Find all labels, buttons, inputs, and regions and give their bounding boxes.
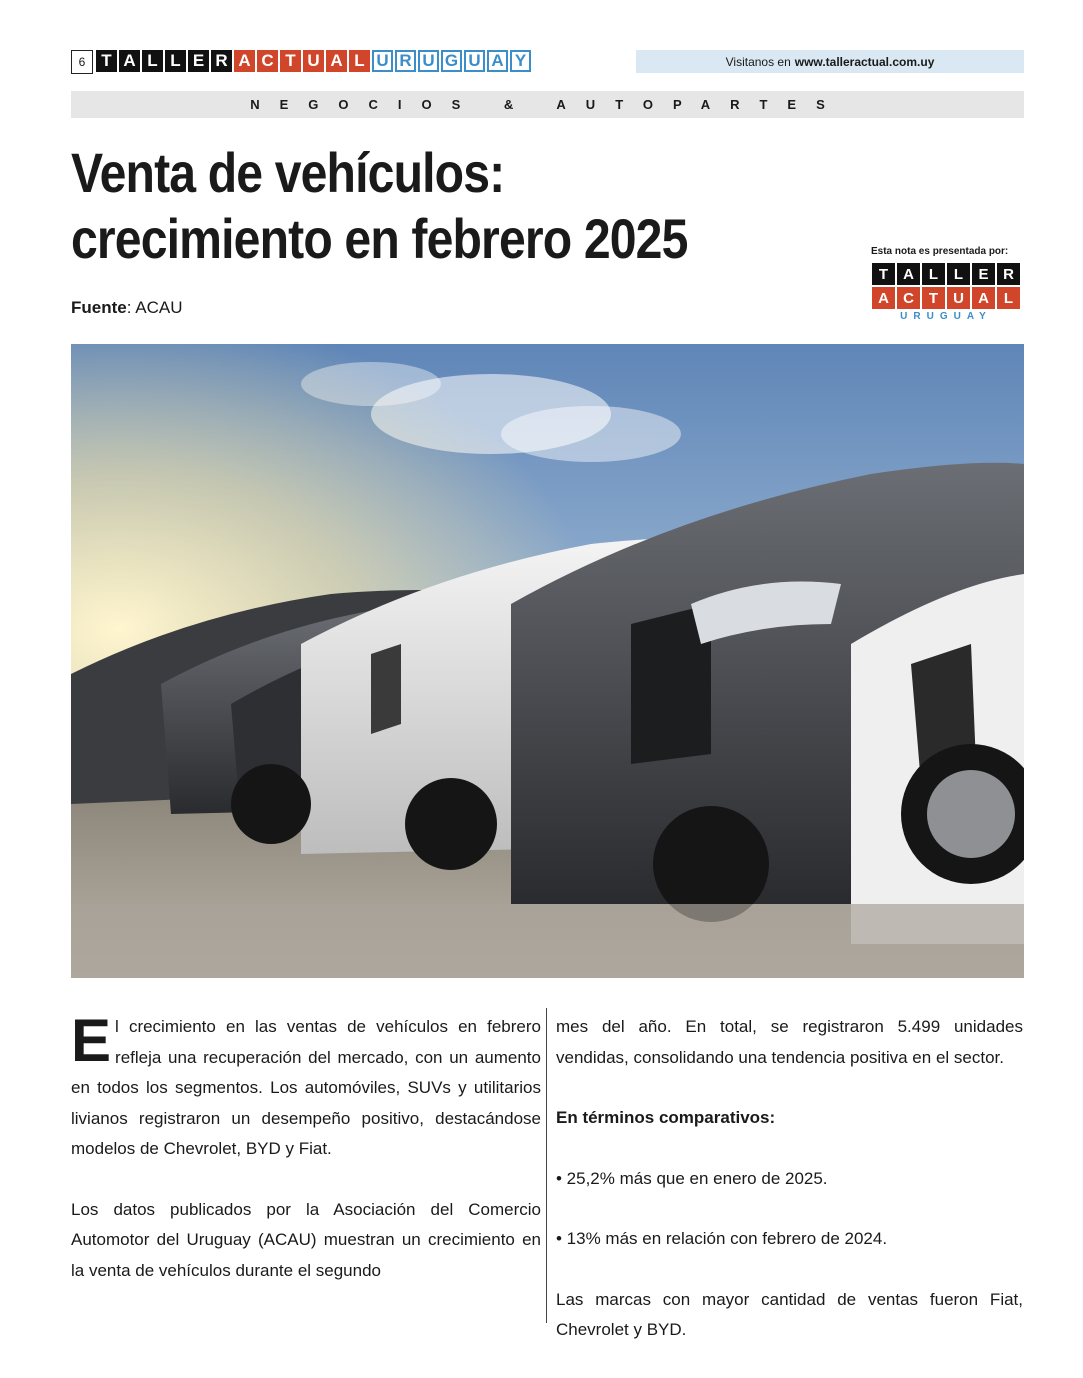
paragraph: mes del año. En total, se registraron 5.499 unidades vendidas, consolidando una tendencia positiva en el sector. [556, 1017, 1023, 1067]
logo-letter: U [947, 287, 970, 309]
bullet-item: • 25,2% más que en enero de 2025. [556, 1168, 828, 1188]
logo-letter: A [872, 287, 895, 309]
logo-uruguay: URUGUAY [900, 311, 992, 322]
sponsor-logo [872, 263, 1020, 322]
logo-letter: C [897, 287, 920, 309]
logo-letter: T [922, 287, 945, 309]
masthead-letter: T [280, 50, 301, 72]
masthead-letter: L [165, 50, 186, 72]
masthead-letter: E [188, 50, 209, 72]
section-label: NEGOCIOS & AUTOPARTES [71, 91, 1024, 118]
masthead-letter: R [211, 50, 232, 72]
masthead-letter: L [142, 50, 163, 72]
masthead-letter: Y [510, 50, 531, 72]
article-title [71, 140, 725, 272]
masthead-letter: U [418, 50, 439, 72]
bullet-item: • 13% más en relación con febrero de 2024. [556, 1229, 888, 1248]
paragraph: Los datos publicados por la Asociación del Comercio Automotor del Uruguay (ACAU) muestran un crecimiento en la venta de vehículos durante el segundo [71, 1199, 541, 1280]
paragraph-text: l crecimiento en las ventas de vehículos en febrero refleja una recuperación del mercado, con un aumento en todos los segmentos. Los automóviles, SUVs y utilitarios livianos registraron un desempeño positivo, destacándose modelos de Chevrolet, BYD y Fiat. [71, 1017, 541, 1158]
website-link[interactable]: www.talleractual.com.uy [794, 54, 935, 69]
column-divider [546, 1008, 547, 1323]
paragraph: Las marcas con mayor cantidad de ventas fueron Fiat, Chevrolet y BYD. [556, 1289, 1023, 1339]
masthead-letter: A [487, 50, 508, 72]
logo-letter: R [997, 263, 1020, 285]
logo-letter: A [972, 287, 995, 309]
masthead-letter: A [234, 50, 255, 72]
column-left [71, 1007, 541, 1316]
website-banner [636, 50, 1024, 73]
masthead-letter: A [326, 50, 347, 72]
logo-letter: L [947, 263, 970, 285]
visit-prefix: Visitanos en [725, 54, 791, 69]
logo-letter: L [997, 287, 1020, 309]
comparative-heading: En términos comparativos: [556, 1108, 776, 1127]
masthead-letter: U [372, 50, 393, 72]
p2-full-hidden [0, 0, 1, 1]
source-value: : ACAU [126, 298, 183, 317]
logo-letter: T [872, 263, 895, 285]
masthead-letter: T [96, 50, 117, 72]
masthead-letter: L [349, 50, 370, 72]
masthead-letter: U [464, 50, 485, 72]
logo-letter: E [972, 263, 995, 285]
drop-cap: E [71, 1007, 112, 1074]
paragraph [71, 1007, 541, 1165]
hero-photo-parked-cars [71, 344, 1024, 978]
masthead-letter: G [441, 50, 462, 72]
masthead-logo [96, 50, 531, 72]
title-line: Venta de vehículos: [71, 141, 505, 204]
article-source [71, 298, 182, 318]
title-line: crecimiento en febrero 2025 [71, 207, 688, 270]
logo-letter: L [922, 263, 945, 285]
masthead-letter: U [303, 50, 324, 72]
logo-letter: A [897, 263, 920, 285]
masthead-letter: R [395, 50, 416, 72]
sponsor-caption: Esta nota es presentada por: [871, 246, 1009, 257]
source-label: Fuente [71, 298, 127, 317]
masthead-letter: C [257, 50, 278, 72]
page-number: 6 [71, 50, 93, 74]
masthead-letter: A [119, 50, 140, 72]
column-right [556, 1012, 1023, 1376]
